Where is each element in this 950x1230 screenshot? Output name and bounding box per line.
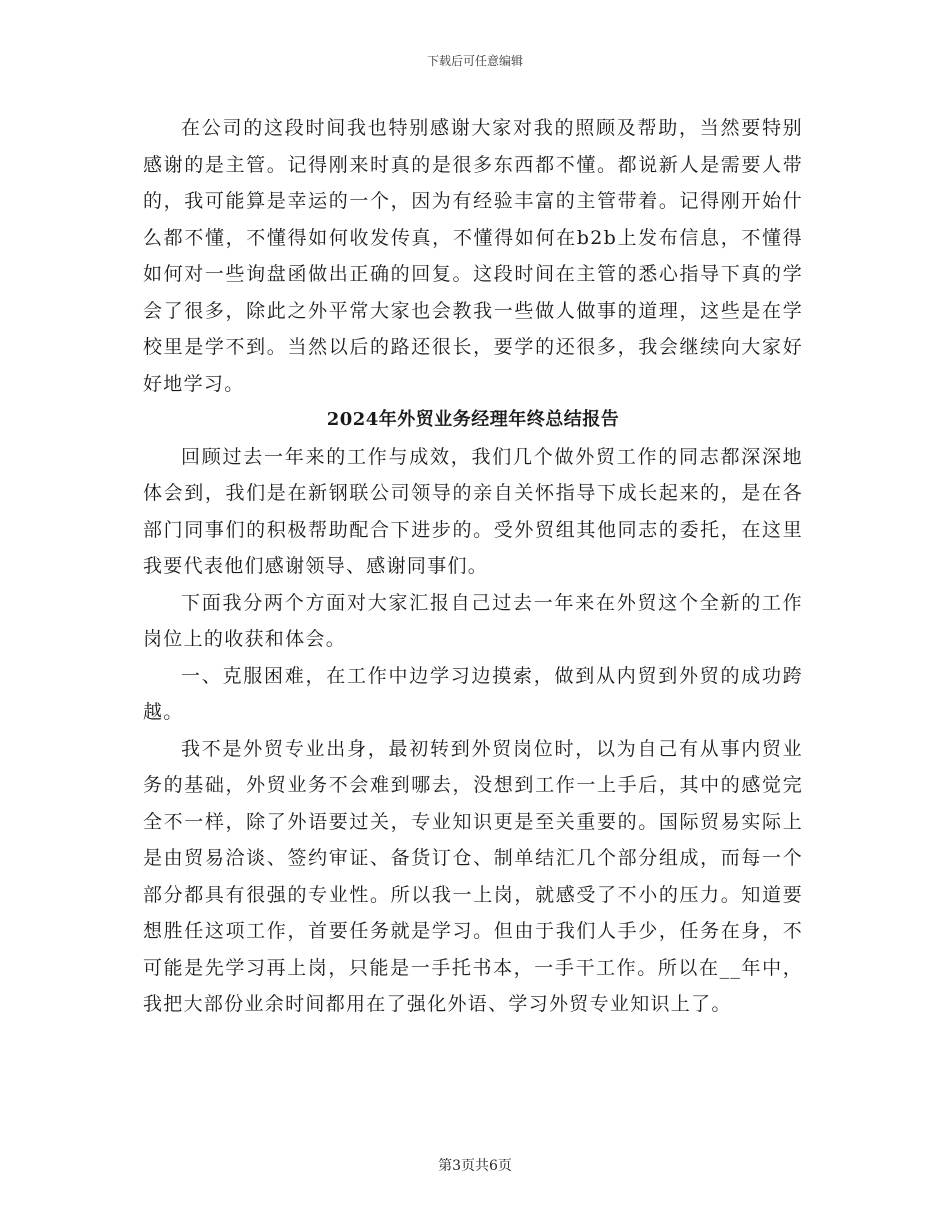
body-paragraph: 我不是外贸专业出身，最初转到外贸岗位时，以为自己有从事内贸业务的基础，外贸业务不会难到哪去，没想到工作一上手后，其中的感觉完全不一样，除了外语要过关，专业知识更是至关重要的。国际贸易实际上是由贸易洽谈、签约审证、备货订仓、制单结汇几个部分组成，而每一个部分都具有很强的专业性。所以我一上岗，就感受了不小的压力。知道要想胜任这项工作，首要任务就是学习。但由于我们人手少，任务在身，不可能是先学习再上岗，只能是一手托书本，一手干工作。所以在__年中，我把大部份业余时间都用在了强化外语、学习外贸专业知识上了。 <box>143 737 803 1015</box>
body-paragraph: 一、克服困难，在工作中边学习边摸索，做到从内贸到外贸的成功跨越。 <box>143 664 803 723</box>
body-paragraph: 下面我分两个方面对大家汇报自己过去一年来在外贸这个全新的工作岗位上的收获和体会。 <box>143 591 803 650</box>
document-body <box>143 110 803 1023</box>
page-header: 下载后可任意编辑 <box>426 54 523 68</box>
section-title: 2024年外贸业务经理年终总结报告 <box>326 409 620 430</box>
body-paragraph: 回顾过去一年来的工作与成效，我们几个做外贸工作的同志都深深地体会到，我们是在新钢联公司领导的亲自关怀指导下成长起来的，是在各部门同事们的积极帮助配合下进步的。受外贸组其他同志的委托，在这里我要代表他们感谢领导、感谢同事们。 <box>143 445 803 577</box>
body-paragraph: 在公司的这段时间我也特别感谢大家对我的照顾及帮助，当然要特别感谢的是主管。记得刚来时真的是很多东西都不懂。都说新人是需要人带的，我可能算是幸运的一个，因为有经验丰富的主管带着。记得刚开始什么都不懂，不懂得如何收发传真，不懂得如何在b2b上发布信息，不懂得如何对一些询盘函做出正确的回复。这段时间在主管的悉心指导下真的学会了很多，除此之外平常大家也会教我一些做人做事的道理，这些是在学校里是学不到。当然以后的路还很长，要学的还很多，我会继续向大家好好地学习。 <box>143 117 803 395</box>
page-footer: 第3页共6页 <box>438 1158 512 1174</box>
